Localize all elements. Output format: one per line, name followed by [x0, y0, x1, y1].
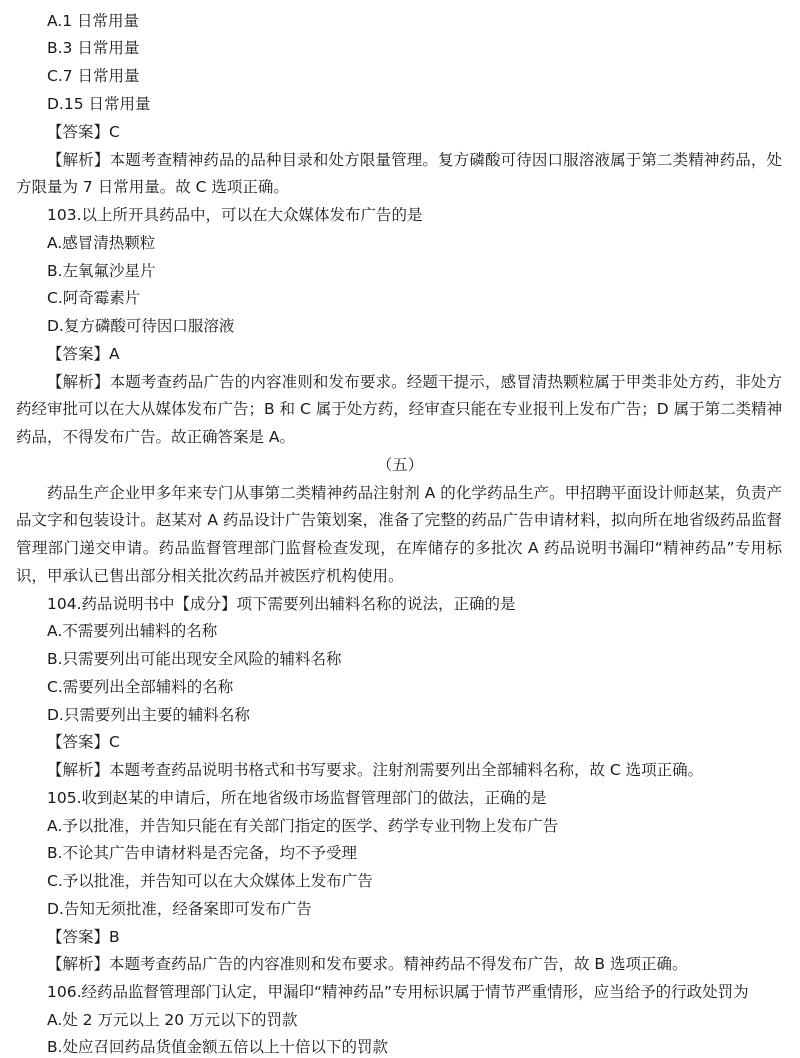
option-line: B.处应召回药品货值金额五倍以上十倍以下的罚款	[47, 1038, 389, 1056]
explanation-line: 药品，不得发布广告。故正确答案是 A。	[16, 428, 296, 446]
option-line: D.复方磷酸可待因口服溶液	[47, 317, 235, 335]
explanation-line: 【解析】本题考查药品广告的内容准则和发布要求。精神药品不得发布广告，故 B 选项正确。	[47, 955, 688, 973]
explanation-line: 方限量为 7 日常用量。故 C 选项正确。	[16, 178, 289, 196]
answer-line: 【答案】C	[47, 733, 120, 751]
option-line: D.15 日常用量	[47, 95, 151, 113]
option-line: A.处 2 万元以上 20 万元以下的罚款	[47, 1011, 298, 1029]
option-line: B.不论其广告申请材料是否完备，均不予受理	[47, 844, 358, 862]
option-line: B.只需要列出可能出现安全风险的辅料名称	[47, 650, 342, 668]
case-paragraph-line: 品文字和包装设计。赵某对 A 药品设计广告策划案，准备了完整的药品广告申请材料，拟向所在地省级药品监督	[16, 511, 782, 529]
option-line: A.予以批准，并告知只能在有关部门指定的医学、药学专业刊物上发布广告	[47, 817, 559, 835]
option-line: A.不需要列出辅料的名称	[47, 622, 218, 640]
explanation-line: 【解析】本题考查精神药品的品种目录和处方限量管理。复方磷酸可待因口服溶液属于第二类精神药品，处	[47, 151, 782, 169]
option-line: D.告知无须批准，经备案即可发布广告	[47, 900, 312, 918]
option-line: C.予以批准，并告知可以在大众媒体上发布广告	[47, 872, 373, 890]
option-line: C.需要列出全部辅料的名称	[47, 678, 234, 696]
option-line: A.1 日常用量	[47, 12, 140, 30]
answer-line: 【答案】A	[47, 345, 120, 363]
explanation-line: 【解析】本题考查药品广告的内容准则和发布要求。经题干提示，感冒清热颗粒属于甲类非处方药，非处方	[47, 373, 782, 391]
option-line: C.7 日常用量	[47, 67, 140, 85]
case-paragraph-line: 药品生产企业甲多年来专门从事第二类精神药品注射剂 A 的化学药品生产。甲招聘平面设计师赵某，负责产	[47, 484, 782, 502]
option-line: B.3 日常用量	[47, 39, 140, 57]
answer-line: 【答案】C	[47, 123, 120, 141]
answer-line: 【答案】B	[47, 928, 120, 946]
option-line: D.只需要列出主要的辅料名称	[47, 706, 250, 724]
option-line: B.左氧氟沙星片	[47, 262, 156, 280]
case-paragraph-line: 管理部门递交申请。药品监督管理部门监督检查发现，在库储存的多批次 A 药品说明书漏印“精神药品”专用标	[16, 539, 782, 557]
question-line: 106.经药品监督管理部门认定，甲漏印“精神药品”专用标识属于情节严重情形，应当给予的行政处罚为	[47, 983, 749, 1001]
option-line: A.感冒清热颗粒	[47, 234, 156, 252]
explanation-line: 【解析】本题考查药品说明书格式和书写要求。注射剂需要列出全部辅料名称，故 C 选项正确。	[47, 761, 704, 779]
question-line: 105.收到赵某的申请后，所在地省级市场监督管理部门的做法，正确的是	[47, 789, 547, 807]
question-line: 103.以上所开具药品中，可以在大众媒体发布广告的是	[47, 206, 423, 224]
explanation-line: 药经审批可以在大从媒体发布广告；B 和 C 属于处方药，经审查只能在专业报刊上发布广告；D 属于第二类精神	[16, 400, 783, 418]
case-paragraph-line: 识，甲承认已售出部分相关批次药品并被医疗机构使用。	[16, 567, 404, 585]
option-line: C.阿奇霉素片	[47, 289, 141, 307]
section-heading: （五）	[376, 456, 424, 474]
question-line: 104.药品说明书中【成分】项下需要列出辅料名称的说法，正确的是	[47, 595, 516, 613]
